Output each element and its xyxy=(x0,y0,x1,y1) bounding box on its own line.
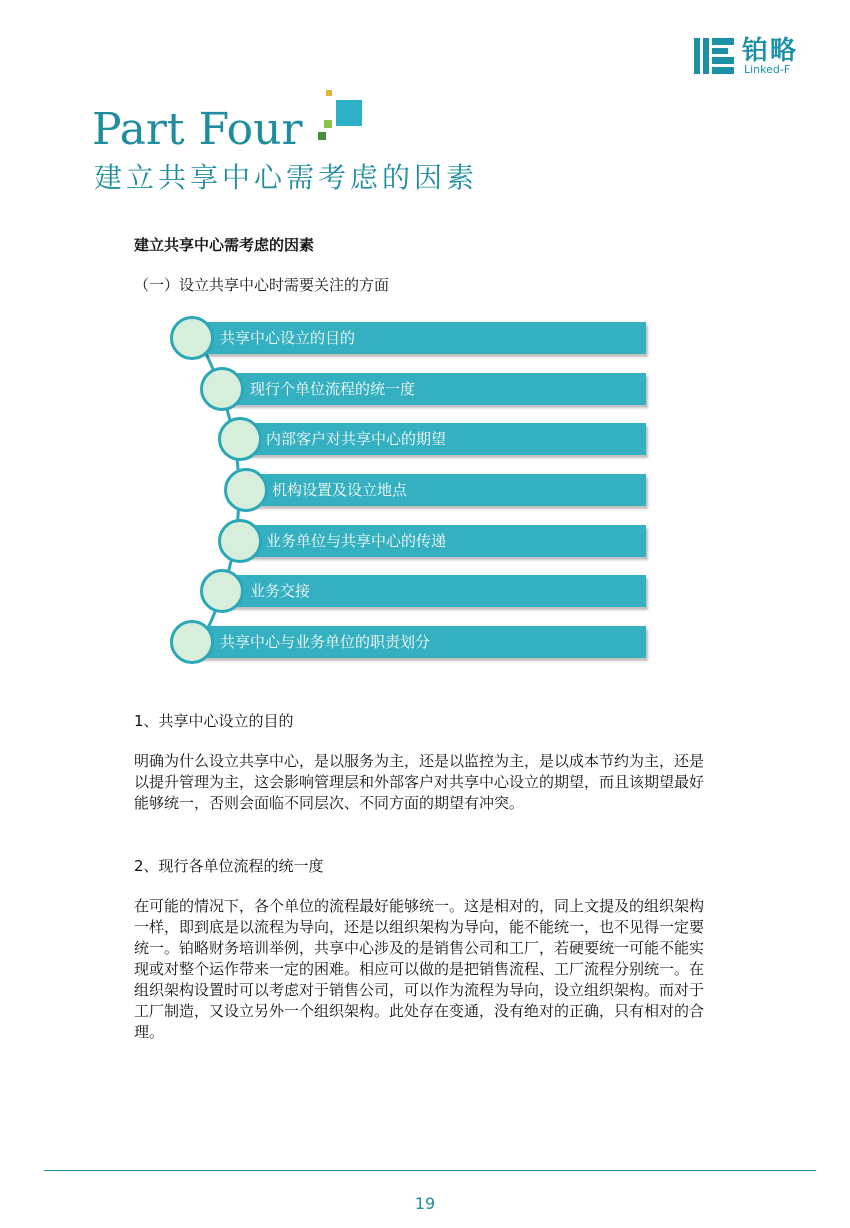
brand-logo xyxy=(694,36,824,76)
section-2-body: 在可能的情况下，各个单位的流程最好能够统一。这是相对的，同上文提及的组织架构一样，即到底是以流程为导向，还是以组织架构为导向，能不能统一，也不见得一定要统一。铂略财务培训举例，共享中心涉及的是销售公司和工厂，若硬要统一可能不能实现或对整个运作带来一定的困难。相应可以做的是把销售流程、工厂流程分别统一。在组织架构设置时可以考虑对于销售公司，可以作为流程为导向，设立组织架构。而对于工厂制造，又设立另外一个组织架构。此处存在变通，没有绝对的正确，只有相对的合理。 xyxy=(134,897,705,1041)
diagram-label-3: 内部客户对共享中心的期望 xyxy=(266,430,447,448)
diagram-label-2: 现行个单位流程的统一度 xyxy=(250,380,416,398)
part-subtitle: 建立共享中心需考虑的因素 xyxy=(94,161,479,194)
diagram-bar-2 xyxy=(220,373,646,405)
diagram-label-4: 机构设置及设立地点 xyxy=(272,481,408,499)
diagram-label-5: 业务单位与共享中心的传递 xyxy=(266,532,447,550)
section-subheading: （一）设立共享中心时需要关注的方面 xyxy=(134,276,390,294)
diagram-node-4 xyxy=(224,468,268,512)
footer-divider xyxy=(44,1170,816,1171)
diagram-label-6: 业务交接 xyxy=(250,582,311,600)
section-1-title: 1、共享中心设立的目的 xyxy=(134,712,294,730)
diagram-bar-4 xyxy=(244,474,646,506)
section-heading: 建立共享中心需考虑的因素 xyxy=(134,236,315,254)
diagram-node-7 xyxy=(170,620,214,664)
diagram-bar-7 xyxy=(190,626,646,658)
diagram-bar-3 xyxy=(238,423,646,455)
diagram-label-7: 共享中心与业务单位的职责划分 xyxy=(220,633,431,651)
page-number: 19 xyxy=(414,1194,436,1213)
diagram-bar-5 xyxy=(238,525,646,557)
logo-text: 铂略 xyxy=(742,36,799,66)
diagram-bar-1 xyxy=(190,322,646,354)
section-1-body: 明确为什么设立共享中心，是以服务为主，还是以监控为主，是以成本节约为主，还是以提升管理为主，这会影响管理层和外部客户对共享中心设立的期望，而且该期望最好能够统一，否则会面临不同层次、不同方面的期望有冲突。 xyxy=(134,752,705,812)
square-decoration-icon xyxy=(318,90,368,142)
section-2-title: 2、现行各单位流程的统一度 xyxy=(134,857,324,875)
diagram-node-3 xyxy=(218,417,262,461)
diagram-node-1 xyxy=(170,316,214,360)
factors-diagram xyxy=(168,318,648,668)
logo-subtext: Linked-F xyxy=(744,63,791,76)
diagram-node-5 xyxy=(218,519,262,563)
diagram-node-6 xyxy=(200,569,244,613)
diagram-bar-6 xyxy=(220,575,646,607)
logo-mark-icon xyxy=(694,38,738,74)
part-title: Part Four xyxy=(92,104,303,155)
diagram-node-2 xyxy=(200,367,244,411)
diagram-label-1: 共享中心设立的目的 xyxy=(220,329,356,347)
